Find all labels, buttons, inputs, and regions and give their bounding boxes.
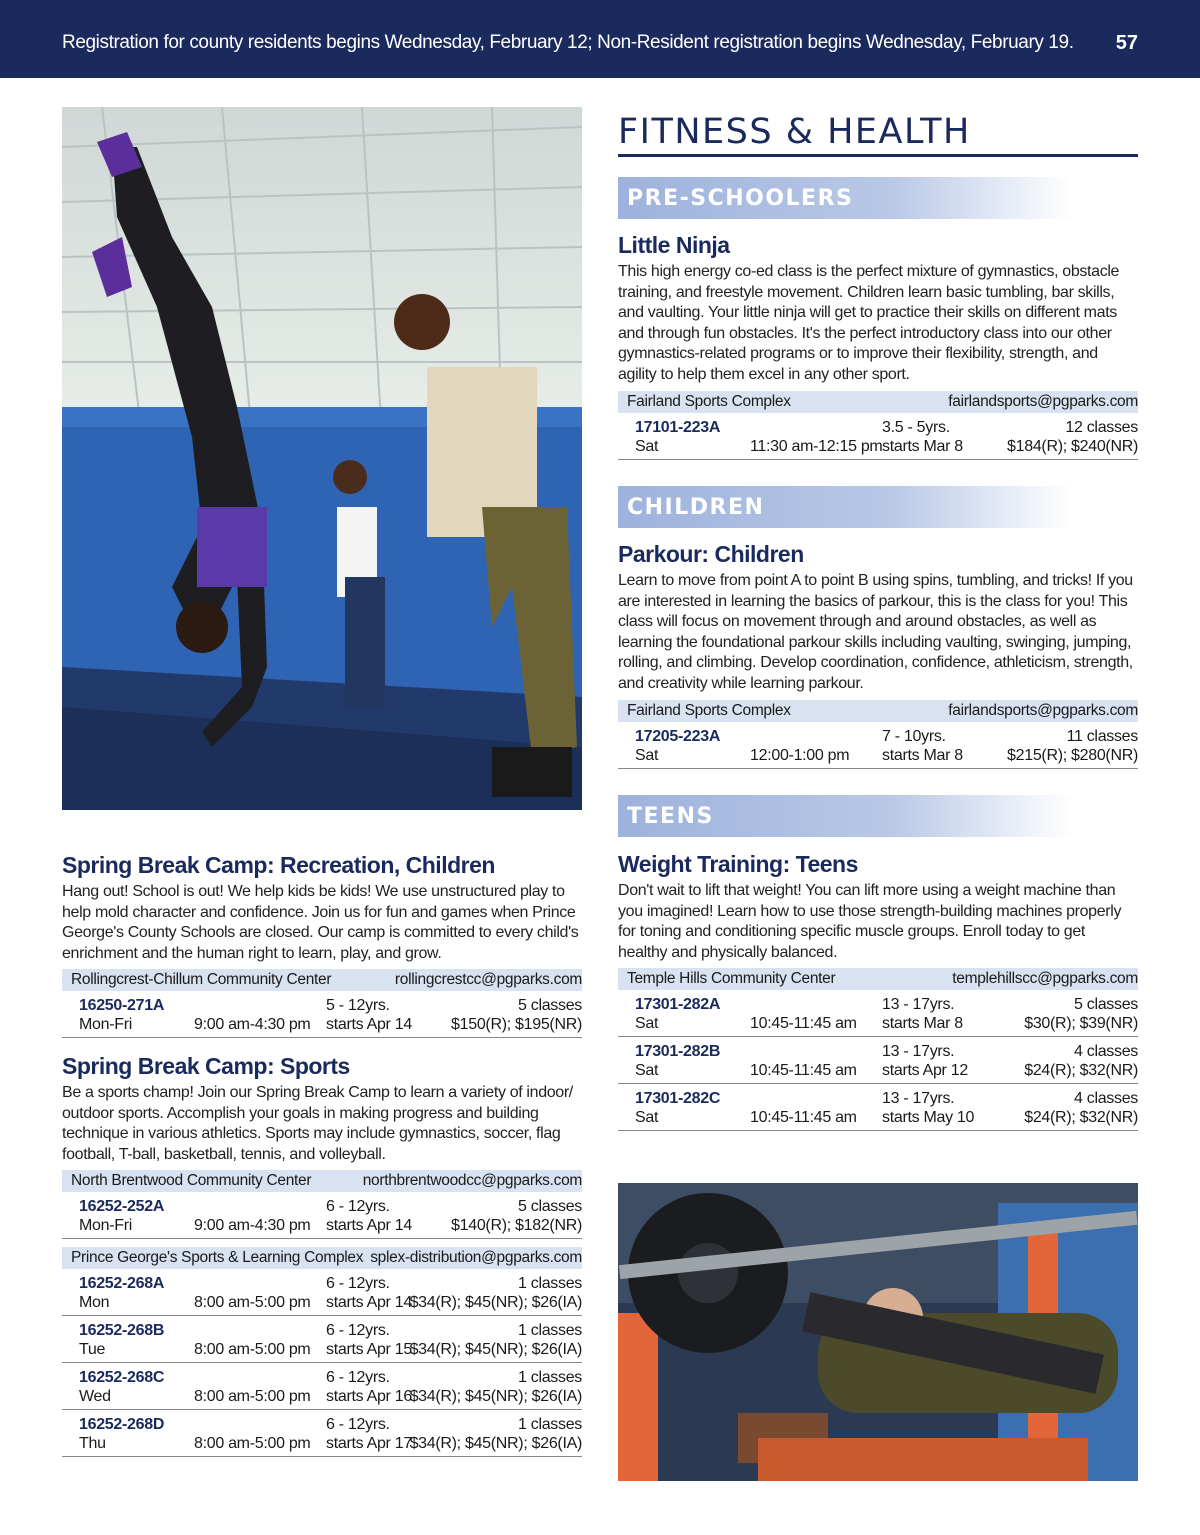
- weightlifting-photo: [618, 1183, 1138, 1481]
- session-ages: 13 - 17yrs.: [882, 1043, 955, 1061]
- session-row: [62, 1269, 582, 1316]
- session-fee: $34(R); $45(NR); $26(IA): [409, 1294, 582, 1312]
- program-spring-break-sports: [62, 1053, 582, 1457]
- location-name: Prince George's Sports & Learning Complex: [71, 1249, 364, 1267]
- session-day: Sat: [635, 746, 659, 764]
- program-title: Little Ninja: [618, 232, 730, 258]
- session-time: 10:45-11:45 am: [750, 1062, 857, 1080]
- session-fee: $34(R); $45(NR); $26(IA): [409, 1341, 582, 1359]
- session-start: starts Mar 8: [882, 1015, 963, 1033]
- session-ages: 13 - 17yrs.: [882, 1090, 955, 1108]
- location-email[interactable]: splex-distribution@pgparks.com: [370, 1249, 582, 1267]
- band-children: CHILDREN: [618, 486, 1073, 528]
- session-classes: 1 classes: [518, 1322, 582, 1340]
- session-time: 11:30 am-12:15 pm: [750, 437, 883, 455]
- session-start: starts Apr 17: [326, 1435, 412, 1453]
- session-code: 16250-271A: [79, 997, 165, 1015]
- program-little-ninja: [618, 232, 1138, 460]
- program-weight-training: [618, 851, 1138, 1131]
- session-ages: 7 - 10yrs.: [882, 727, 946, 745]
- session-code: 17301-282C: [635, 1090, 721, 1108]
- location-bar: [618, 391, 1138, 413]
- session-classes: 5 classes: [518, 1198, 582, 1216]
- session-start: starts Mar 8: [882, 746, 963, 764]
- location-email[interactable]: rollingcrestcc@pgparks.com: [394, 971, 582, 989]
- session-row: [618, 722, 1138, 769]
- program-title: Spring Break Camp: Sports: [62, 1053, 350, 1079]
- session-start: starts Apr 12: [882, 1062, 968, 1080]
- session-fee: $30(R); $39(NR): [1024, 1015, 1138, 1033]
- gymnastics-photo: [62, 107, 582, 810]
- location-name: North Brentwood Community Center: [71, 1172, 312, 1190]
- session-day: Sat: [635, 1109, 659, 1127]
- session-row: [618, 413, 1138, 460]
- program-description: Learn to move from point A to point B using spins, tumbling, and tricks! If you are interested in learning the basics of parkour, this is the class for you! This class will focus on movement through and around obstacles, as well as learning the foundational parkour skills including vaulting, swinging, jumping, rolling, and climbing. Develop coordination, confidence, athleticism, strength, and creativity while learning parkour.: [618, 572, 1133, 692]
- session-day: Sat: [635, 1062, 659, 1080]
- session-ages: 6 - 12yrs.: [326, 1322, 390, 1340]
- session-start: starts Apr 16: [326, 1388, 412, 1406]
- session-code: 17205-223A: [635, 727, 721, 745]
- session-ages: 6 - 12yrs.: [326, 1416, 390, 1434]
- session-start: starts Mar 8: [882, 437, 963, 455]
- session-classes: 1 classes: [518, 1416, 582, 1434]
- program-spring-break-recreation: [62, 852, 582, 1038]
- session-start: starts Apr 15: [326, 1341, 412, 1359]
- session-code: 17101-223A: [635, 418, 721, 436]
- session-classes: 1 classes: [518, 1275, 582, 1293]
- session-row: [62, 1316, 582, 1363]
- location-bar: [618, 968, 1138, 990]
- session-fee: $184(R); $240(NR): [1007, 437, 1138, 455]
- session-time: 12:00-1:00 pm: [750, 746, 850, 764]
- session-row: [62, 991, 582, 1038]
- session-classes: 12 classes: [1065, 418, 1138, 436]
- location-bar: [62, 1247, 582, 1269]
- program-title: Parkour: Children: [618, 541, 804, 567]
- session-ages: 6 - 12yrs.: [326, 1369, 390, 1387]
- session-fee: $24(R); $32(NR): [1024, 1062, 1138, 1080]
- session-code: 16252-268C: [79, 1369, 165, 1387]
- session-fee: $140(R); $182(NR): [451, 1217, 582, 1235]
- session-start: starts May 10: [882, 1109, 975, 1127]
- session-row: [62, 1410, 582, 1457]
- session-time: 8:00 am-5:00 pm: [194, 1435, 311, 1453]
- session-ages: 3.5 - 5yrs.: [882, 418, 950, 436]
- page-number: 57: [1115, 32, 1138, 54]
- session-start: starts Apr 14: [326, 1217, 412, 1235]
- session-time: 8:00 am-5:00 pm: [194, 1341, 311, 1359]
- session-classes: 4 classes: [1074, 1043, 1138, 1061]
- session-start: starts Apr 14: [326, 1016, 412, 1034]
- program-parkour: [618, 541, 1138, 769]
- session-ages: 6 - 12yrs.: [326, 1198, 390, 1216]
- header-bar: [0, 0, 1200, 78]
- session-day: Mon-Fri: [79, 1016, 133, 1034]
- program-description: Hang out! School is out! We help kids be kids! We use unstructured play to help mold character and confidence. Join us for fun and games when Prince George's County Schools are closed. Our camp is committed to every child's enrichment and the human right to learn, play, and grow.: [62, 883, 579, 962]
- session-day: Mon-Fri: [79, 1217, 133, 1235]
- session-fee: $150(R); $195(NR): [451, 1016, 582, 1034]
- session-day: Sat: [635, 437, 659, 455]
- session-day: Wed: [79, 1388, 111, 1406]
- program-description: Don't wait to lift that weight! You can lift more using a weight machine than you imagined! Learn how to use those strength-building machines properly for toning and conditioning specific muscle groups. Enroll today to get healthy and physically balanced.: [618, 882, 1122, 961]
- session-time: 8:00 am-5:00 pm: [194, 1388, 311, 1406]
- session-code: 17301-282A: [635, 996, 721, 1014]
- session-fee: $24(R); $32(NR): [1024, 1109, 1138, 1127]
- location-email[interactable]: fairlandsports@pgparks.com: [948, 392, 1138, 410]
- session-day: Thu: [79, 1435, 106, 1453]
- program-title: Weight Training: Teens: [618, 851, 858, 877]
- band-pre-schoolers: PRE-SCHOOLERS: [618, 177, 1073, 219]
- session-day: Tue: [79, 1341, 106, 1359]
- registration-note: Registration for county residents begins Wednesday, February 12; Non-Resident registration begins Wednesday, February 19.: [62, 32, 1074, 53]
- location-email[interactable]: templehillscc@pgparks.com: [952, 970, 1138, 988]
- program-description: Be a sports champ! Join our Spring Break Camp to learn a variety of indoor/ outdoor sports. Accomplish your goals in making progress and building technique in various athletics. Sports may include gymnastics, soccer, flag football, T-ball, basketball, tennis, and volleyball.: [62, 1084, 573, 1163]
- session-row: [62, 1192, 582, 1239]
- session-row: [618, 990, 1138, 1037]
- session-ages: 13 - 17yrs.: [882, 996, 955, 1014]
- session-start: starts Apr 14: [326, 1294, 412, 1312]
- session-day: Sat: [635, 1015, 659, 1033]
- location-bar: [62, 1170, 582, 1192]
- program-description: This high energy co-ed class is the perfect mixture of gymnastics, obstacle training, and freestyle movement. Children learn basic tumbling, bar skills, and vaulting. Your little ninja will get to practice their skills on different mats and through fun obstacles. It's the perfect introductory class into our other gymnastics-related programs or to improve their flexibility, strength, and agility to help them excel in any other sport.: [618, 263, 1120, 383]
- location-name: Fairland Sports Complex: [627, 701, 791, 719]
- session-row: [618, 1084, 1138, 1131]
- session-code: 16252-252A: [79, 1198, 165, 1216]
- session-row: [62, 1363, 582, 1410]
- session-classes: 1 classes: [518, 1369, 582, 1387]
- session-time: 9:00 am-4:30 pm: [194, 1217, 311, 1235]
- session-code: 16252-268D: [79, 1416, 165, 1434]
- session-classes: 5 classes: [518, 997, 582, 1015]
- session-code: 16252-268B: [79, 1322, 165, 1340]
- location-bar: [618, 700, 1138, 722]
- program-title: Spring Break Camp: Recreation, Children: [62, 852, 495, 878]
- session-time: 9:00 am-4:30 pm: [194, 1016, 311, 1034]
- session-time: 8:00 am-5:00 pm: [194, 1294, 311, 1312]
- section-title: FITNESS & HEALTH: [618, 112, 1138, 157]
- session-fee: $215(R); $280(NR): [1007, 746, 1138, 764]
- session-classes: 11 classes: [1066, 727, 1138, 745]
- session-classes: 4 classes: [1074, 1090, 1138, 1108]
- location-name: Temple Hills Community Center: [627, 970, 836, 988]
- session-time: 10:45-11:45 am: [750, 1109, 857, 1127]
- session-code: 17301-282B: [635, 1043, 721, 1061]
- band-teens: TEENS: [618, 795, 1073, 837]
- location-email[interactable]: northbrentwoodcc@pgparks.com: [362, 1172, 582, 1190]
- session-fee: $34(R); $45(NR); $26(IA): [409, 1388, 582, 1406]
- session-ages: 6 - 12yrs.: [326, 1275, 390, 1293]
- session-classes: 5 classes: [1074, 996, 1138, 1014]
- location-email[interactable]: fairlandsports@pgparks.com: [948, 701, 1138, 719]
- session-day: Mon: [79, 1294, 110, 1312]
- location-bar: [62, 969, 582, 991]
- session-ages: 5 - 12yrs.: [326, 997, 390, 1015]
- session-row: [618, 1037, 1138, 1084]
- location-name: Fairland Sports Complex: [627, 392, 791, 410]
- session-fee: $34(R); $45(NR); $26(IA): [409, 1435, 582, 1453]
- session-time: 10:45-11:45 am: [750, 1015, 857, 1033]
- location-name: Rollingcrest-Chillum Community Center: [71, 971, 332, 989]
- session-code: 16252-268A: [79, 1275, 165, 1293]
